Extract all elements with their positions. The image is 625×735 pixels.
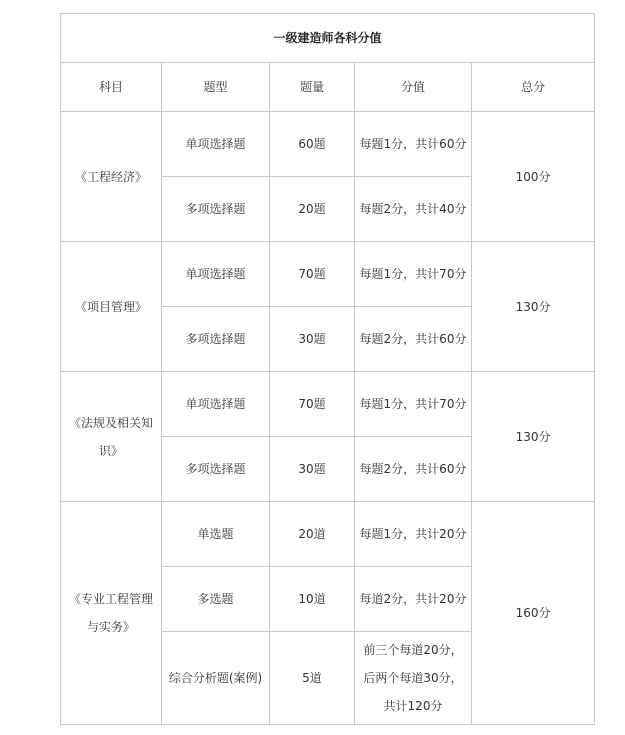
score-table bbox=[60, 13, 595, 725]
table-row bbox=[61, 112, 595, 177]
type-cell: 单选题 bbox=[162, 502, 270, 567]
type-cell: 单项选择题 bbox=[162, 242, 270, 307]
count-cell: 20道 bbox=[270, 502, 355, 567]
table-row bbox=[61, 502, 595, 567]
count-cell: 30题 bbox=[270, 307, 355, 372]
value-cell: 每题2分，共计60分 bbox=[355, 437, 472, 502]
total-cell: 100分 bbox=[472, 112, 595, 242]
value-cell: 每题2分，共计40分 bbox=[355, 177, 472, 242]
value-cell: 每题2分，共计60分 bbox=[355, 307, 472, 372]
count-cell: 60题 bbox=[270, 112, 355, 177]
subject-cell: 《工程经济》 bbox=[61, 112, 162, 242]
table-row bbox=[61, 242, 595, 307]
total-cell: 160分 bbox=[472, 502, 595, 725]
type-cell: 多项选择题 bbox=[162, 437, 270, 502]
total-cell: 130分 bbox=[472, 242, 595, 372]
subject-cell: 《专业工程管理与实务》 bbox=[61, 502, 162, 725]
type-cell: 单项选择题 bbox=[162, 372, 270, 437]
type-cell: 多项选择题 bbox=[162, 177, 270, 242]
table-row bbox=[61, 372, 595, 437]
header-type: 题型 bbox=[162, 63, 270, 112]
count-cell: 20题 bbox=[270, 177, 355, 242]
count-cell: 70题 bbox=[270, 242, 355, 307]
value-cell: 每题1分，共计20分 bbox=[355, 502, 472, 567]
type-cell: 多项选择题 bbox=[162, 307, 270, 372]
header-subject: 科目 bbox=[61, 63, 162, 112]
total-cell: 130分 bbox=[472, 372, 595, 502]
value-cell: 每道2分，共计20分 bbox=[355, 567, 472, 632]
count-cell: 70题 bbox=[270, 372, 355, 437]
header-count: 题量 bbox=[270, 63, 355, 112]
count-cell: 10道 bbox=[270, 567, 355, 632]
count-cell: 5道 bbox=[270, 632, 355, 725]
header-total: 总分 bbox=[472, 63, 595, 112]
type-cell: 多选题 bbox=[162, 567, 270, 632]
value-cell: 每题1分，共计70分 bbox=[355, 242, 472, 307]
header-value: 分值 bbox=[355, 63, 472, 112]
subject-cell: 《法规及相关知识》 bbox=[61, 372, 162, 502]
subject-cell: 《项目管理》 bbox=[61, 242, 162, 372]
value-cell: 每题1分，共计60分 bbox=[355, 112, 472, 177]
value-cell: 前三个每道20分，后两个每道30分，共计120分 bbox=[355, 632, 472, 725]
type-cell: 单项选择题 bbox=[162, 112, 270, 177]
value-cell: 每题1分，共计70分 bbox=[355, 372, 472, 437]
count-cell: 30题 bbox=[270, 437, 355, 502]
type-cell: 综合分析题(案例) bbox=[162, 632, 270, 725]
table-title: 一级建造师各科分值 bbox=[61, 14, 595, 63]
